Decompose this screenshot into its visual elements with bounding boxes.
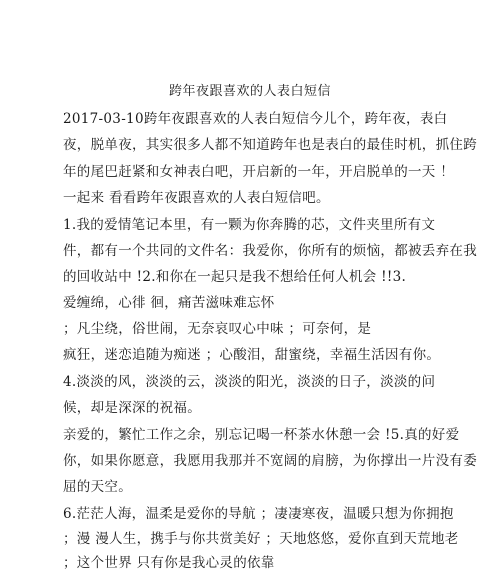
text-line: 一起来 看看跨年夜跟喜欢的人表白短信吧。 xyxy=(63,190,330,206)
text-line: ；漫 漫人生，携手与你共赏美好 ；天地悠悠，爱你直到天荒地老 xyxy=(63,531,459,547)
text-line: ；这个世界 只有你是我心灵的依靠 xyxy=(63,555,275,571)
text-line: 候，却是深深的祝福。 xyxy=(63,400,201,416)
text-line: ；凡尘绕，俗世闹，无奈哀叹心中味 ；可奈何，是 xyxy=(63,321,372,337)
text-line: 年的尾巴赶紧和女神表白吧，开启新的一年，开启脱单的一天 ！ xyxy=(63,164,454,180)
text-line: 你，如果你愿意，我愿用我那并不宽阔的肩膀，为你撑出一片没有委 xyxy=(63,453,477,469)
text-line: 疯狂，迷恋追随为痴迷 ；心酸泪，甜蜜绕，幸福生活因有你。 xyxy=(63,347,441,363)
text-line: 的回收站中 !2.和你在一起只是我不想给任何人机会 !!3. xyxy=(63,269,407,285)
text-line: 2017-03-10跨年夜跟喜欢的人表白短信今儿个，跨年夜，表白 xyxy=(63,111,448,127)
text-line: 1.我的爱情笔记本里，有一颗为你奔腾的芯，文件夹里所有文 xyxy=(63,217,436,233)
text-line: 亲爱的，繁忙工作之余，别忘记喝一杯茶水休憩一会 !5.真的好爱 xyxy=(63,427,460,443)
document-title: 跨年夜跟喜欢的人表白短信 xyxy=(168,84,331,99)
text-line: 件，都有一个共同的文件名：我爱你，你所有的烦恼，都被丢弃在我 xyxy=(63,243,477,259)
text-line: 屈的天空。 xyxy=(63,479,132,495)
text-line: 爱缠绵，心徘 徊，痛苦滋味难忘怀 xyxy=(63,295,275,311)
text-line: 4.淡淡的风，淡淡的云，淡淡的阳光，淡淡的日子，淡淡的问 xyxy=(63,374,436,390)
text-line: 夜，脱单夜，其实很多人都不知道跨年也是表白的最佳时机，抓住跨 xyxy=(63,137,477,153)
text-line: 6.茫茫人海，温柔是爱你的导航 ；凄凄寒夜，温暖只想为你拥抱 xyxy=(63,506,454,522)
